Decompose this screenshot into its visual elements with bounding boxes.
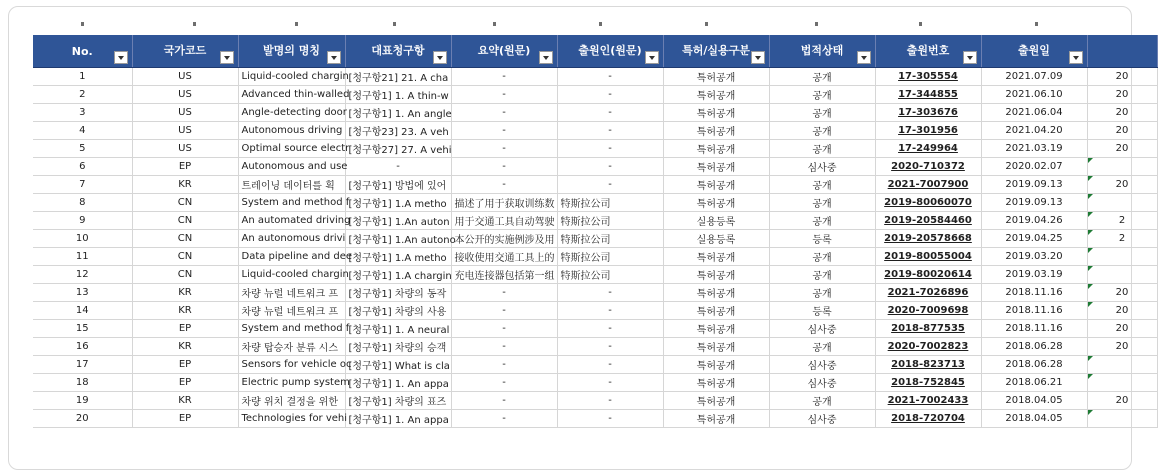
cell-country: KR	[132, 284, 238, 302]
table-row	[33, 158, 1157, 176]
cell-extra: 20	[1087, 320, 1157, 338]
cell-status: 공개	[769, 176, 875, 194]
filter-dropdown-icon[interactable]	[857, 51, 871, 64]
cell-no: 19	[33, 392, 132, 410]
column-header-label: 출원일	[1018, 44, 1050, 57]
cell-country: KR	[132, 338, 238, 356]
column-header-label: 출원번호	[906, 44, 950, 57]
cell-applicant: -	[557, 176, 663, 194]
cell-type: 특허공개	[663, 176, 769, 194]
cell-abstract: -	[451, 374, 557, 392]
comment-indicator-icon	[1088, 230, 1093, 235]
table-row	[33, 392, 1157, 410]
cell-extra	[1087, 410, 1157, 428]
cell-extra: 20	[1087, 392, 1157, 410]
table-row	[33, 86, 1157, 104]
cell-title: 차량 뉴럴 네트워크 프	[238, 284, 345, 302]
cell-status: 공개	[769, 284, 875, 302]
cell-no: 3	[33, 104, 132, 122]
table-row	[33, 230, 1157, 248]
cell-appdate: 2018.11.16	[981, 320, 1087, 338]
cell-extra: 20	[1087, 68, 1157, 86]
cell-status: 심사중	[769, 410, 875, 428]
cell-type: 특허공개	[663, 104, 769, 122]
cell-type: 실용등록	[663, 230, 769, 248]
cell-appdate: 2019.09.13	[981, 176, 1087, 194]
table-row	[33, 266, 1157, 284]
cell-no: 17	[33, 356, 132, 374]
cell-no: 11	[33, 248, 132, 266]
cell-country: EP	[132, 158, 238, 176]
cell-abstract: -	[451, 284, 557, 302]
cell-appno[interactable]: 2019-20578668	[875, 230, 981, 248]
cell-appno[interactable]: 17-303676	[875, 104, 981, 122]
cell-type: 특허공개	[663, 248, 769, 266]
cell-extra: 20	[1087, 140, 1157, 158]
cell-claim: [청구항1] 1.A chargin	[345, 266, 451, 284]
cell-abstract: -	[451, 320, 557, 338]
cell-applicant: 特斯拉公司	[557, 230, 663, 248]
cell-abstract: -	[451, 176, 557, 194]
filter-dropdown-icon[interactable]	[645, 51, 659, 64]
cell-abstract: -	[451, 158, 557, 176]
cell-abstract: -	[451, 122, 557, 140]
cell-claim: -	[345, 158, 451, 176]
filter-dropdown-icon[interactable]	[433, 51, 447, 64]
column-header-label: 특허/실용구분	[682, 44, 750, 57]
cell-no: 9	[33, 212, 132, 230]
cell-abstract: -	[451, 68, 557, 86]
table-row	[33, 122, 1157, 140]
cell-type: 특허공개	[663, 302, 769, 320]
table-row	[33, 410, 1157, 428]
cell-type: 특허공개	[663, 140, 769, 158]
cell-applicant: -	[557, 302, 663, 320]
cell-appno[interactable]: 17-344855	[875, 86, 981, 104]
table-row	[33, 284, 1157, 302]
cell-type: 특허공개	[663, 320, 769, 338]
column-header-extra[interactable]	[1087, 35, 1157, 68]
column-header-appdate[interactable]	[981, 35, 1087, 68]
cell-claim: [청구항1] 차량의 사용	[345, 302, 451, 320]
cell-title: Autonomous and use	[238, 158, 345, 176]
cell-type: 특허공개	[663, 158, 769, 176]
cell-title: Autonomous driving	[238, 122, 345, 140]
cell-extra	[1087, 374, 1157, 392]
comment-indicator-icon	[1088, 302, 1093, 307]
cell-appno[interactable]: 2019-20584460	[875, 212, 981, 230]
cell-abstract: 充电连接器包括第一组	[451, 266, 557, 284]
comment-indicator-icon	[1088, 266, 1093, 271]
filter-dropdown-icon[interactable]	[539, 51, 553, 64]
cell-no: 1	[33, 68, 132, 86]
cell-title: 차량 탑승자 분류 시스	[238, 338, 345, 356]
cell-country: KR	[132, 392, 238, 410]
cell-country: US	[132, 86, 238, 104]
cell-applicant: -	[557, 104, 663, 122]
cell-title: Liquid-cooled chargin	[238, 68, 345, 86]
filter-dropdown-icon[interactable]	[327, 51, 341, 64]
cell-appno[interactable]: 2018-877535	[875, 320, 981, 338]
cell-abstract: -	[451, 410, 557, 428]
cell-extra: 20	[1087, 86, 1157, 104]
cell-appno[interactable]: 2020-710372	[875, 158, 981, 176]
cell-abstract: -	[451, 356, 557, 374]
column-header-type[interactable]	[663, 35, 769, 68]
cell-extra	[1087, 248, 1157, 266]
column-header-appno[interactable]	[875, 35, 981, 68]
cell-appdate: 2021.06.10	[981, 86, 1087, 104]
cell-appno[interactable]: 2018-720704	[875, 410, 981, 428]
cell-applicant: -	[557, 410, 663, 428]
cell-type: 실용등록	[663, 212, 769, 230]
column-header-claim[interactable]	[345, 35, 451, 68]
cell-applicant: 特斯拉公司	[557, 266, 663, 284]
comment-indicator-icon	[1088, 356, 1093, 361]
cell-appdate: 2019.04.25	[981, 230, 1087, 248]
cell-appdate: 2021.07.09	[981, 68, 1087, 86]
cell-type: 특허공개	[663, 356, 769, 374]
cell-no: 10	[33, 230, 132, 248]
header-row	[33, 35, 1157, 68]
cell-abstract: -	[451, 104, 557, 122]
cell-no: 7	[33, 176, 132, 194]
cell-appno[interactable]: 2021-7002433	[875, 392, 981, 410]
cell-extra	[1087, 194, 1157, 212]
cell-title: 차량 위치 결정을 위한	[238, 392, 345, 410]
table-row	[33, 320, 1157, 338]
cell-abstract: -	[451, 140, 557, 158]
comment-indicator-icon	[1088, 374, 1093, 379]
cell-extra: 20	[1087, 302, 1157, 320]
cell-appno[interactable]: 2020-7009698	[875, 302, 981, 320]
cell-title: Sensors for vehicle oc	[238, 356, 345, 374]
cell-status: 등록	[769, 230, 875, 248]
cell-status: 공개	[769, 338, 875, 356]
cell-extra: 20	[1087, 176, 1157, 194]
cell-appdate: 2018.04.05	[981, 392, 1087, 410]
cell-country: KR	[132, 176, 238, 194]
cell-no: 5	[33, 140, 132, 158]
cell-status: 공개	[769, 194, 875, 212]
filter-dropdown-icon[interactable]	[114, 51, 128, 64]
cell-status: 공개	[769, 248, 875, 266]
cell-status: 심사중	[769, 158, 875, 176]
cell-abstract: -	[451, 392, 557, 410]
cell-country: CN	[132, 230, 238, 248]
cell-claim: [청구항1] 1. An angle	[345, 104, 451, 122]
cell-appno[interactable]: 2018-823713	[875, 356, 981, 374]
cell-title: Optimal source electr	[238, 140, 345, 158]
table-row	[33, 140, 1157, 158]
cell-appdate: 2019.09.13	[981, 194, 1087, 212]
filter-dropdown-icon[interactable]	[220, 51, 234, 64]
cell-applicant: -	[557, 122, 663, 140]
cell-abstract: -	[451, 338, 557, 356]
cell-status: 심사중	[769, 356, 875, 374]
comment-indicator-icon	[1088, 176, 1093, 181]
column-header-label: 법적상태	[800, 44, 844, 57]
cell-appno[interactable]: 2019-80020614	[875, 266, 981, 284]
table-row	[33, 248, 1157, 266]
cell-applicant: -	[557, 68, 663, 86]
cell-appdate: 2018.04.05	[981, 410, 1087, 428]
cell-type: 특허공개	[663, 284, 769, 302]
cell-country: US	[132, 140, 238, 158]
cell-title: An autonomous drivi	[238, 230, 345, 248]
cell-appdate: 2019.03.19	[981, 266, 1087, 284]
column-header-status[interactable]	[769, 35, 875, 68]
cell-applicant: 特斯拉公司	[557, 248, 663, 266]
cell-type: 특허공개	[663, 392, 769, 410]
cell-claim: [청구항1] 1. A neural	[345, 320, 451, 338]
table-body	[33, 68, 1157, 428]
cell-claim: [청구항1] 차량의 승객	[345, 338, 451, 356]
cell-appno[interactable]: 17-249964	[875, 140, 981, 158]
table-row	[33, 176, 1157, 194]
column-header-label: No.	[71, 44, 93, 58]
cell-applicant: -	[557, 356, 663, 374]
cell-title: Advanced thin-walled	[238, 86, 345, 104]
cell-type: 특허공개	[663, 338, 769, 356]
cell-applicant: -	[557, 374, 663, 392]
screenshot-frame	[8, 6, 1132, 470]
cell-country: EP	[132, 410, 238, 428]
comment-indicator-icon	[1088, 248, 1093, 253]
cell-status: 공개	[769, 68, 875, 86]
cell-extra: 2	[1087, 212, 1157, 230]
column-header-label: 국가코드	[163, 44, 207, 57]
comment-indicator-icon	[1088, 410, 1093, 415]
cell-appno[interactable]: 2021-7007900	[875, 176, 981, 194]
cell-appno[interactable]: 2019-80055004	[875, 248, 981, 266]
cell-applicant: -	[557, 392, 663, 410]
table-row	[33, 68, 1157, 86]
comment-indicator-icon	[1088, 212, 1093, 217]
cell-title: 트레이닝 데이터를 획	[238, 176, 345, 194]
cell-country: CN	[132, 248, 238, 266]
cell-applicant: -	[557, 158, 663, 176]
cell-claim: [청구항1] 1.A metho	[345, 194, 451, 212]
cell-no: 15	[33, 320, 132, 338]
cell-appdate: 2021.03.19	[981, 140, 1087, 158]
cell-claim: [청구항21] 21. A cha	[345, 68, 451, 86]
cell-applicant: -	[557, 338, 663, 356]
cell-type: 특허공개	[663, 374, 769, 392]
cell-extra: 20	[1087, 122, 1157, 140]
cell-title: Data pipeline and dee	[238, 248, 345, 266]
cell-appno[interactable]: 2018-752845	[875, 374, 981, 392]
cell-appno[interactable]: 2019-80060070	[875, 194, 981, 212]
cell-status: 공개	[769, 266, 875, 284]
cell-no: 8	[33, 194, 132, 212]
cell-no: 20	[33, 410, 132, 428]
column-header-title[interactable]	[238, 35, 345, 68]
column-header-label: 대표청구항	[371, 44, 425, 57]
cell-country: KR	[132, 302, 238, 320]
cell-title: System and method f	[238, 320, 345, 338]
spreadsheet-viewport	[33, 7, 1129, 469]
cell-no: 6	[33, 158, 132, 176]
cell-country: CN	[132, 194, 238, 212]
cell-type: 특허공개	[663, 122, 769, 140]
comment-indicator-icon	[1088, 158, 1093, 163]
cell-appdate: 2019.04.26	[981, 212, 1087, 230]
cell-applicant: -	[557, 320, 663, 338]
column-header-country[interactable]	[132, 35, 238, 68]
cell-title: An automated driving	[238, 212, 345, 230]
cell-claim: [청구항1] What is cla	[345, 356, 451, 374]
table-row	[33, 212, 1157, 230]
column-header-label: 발명의 명칭	[263, 44, 320, 57]
cell-abstract: 用于交通工具自动驾驶	[451, 212, 557, 230]
table-row	[33, 338, 1157, 356]
table-row	[33, 302, 1157, 320]
comment-indicator-icon	[1088, 284, 1093, 289]
cell-abstract: -	[451, 302, 557, 320]
cell-appdate: 2018.06.28	[981, 356, 1087, 374]
cell-no: 2	[33, 86, 132, 104]
cell-extra: 2	[1087, 230, 1157, 248]
cell-no: 16	[33, 338, 132, 356]
cell-extra: 20	[1087, 284, 1157, 302]
cell-claim: [청구항1] 차량의 표즈	[345, 392, 451, 410]
cell-appno[interactable]: 17-305554	[875, 68, 981, 86]
table-row	[33, 374, 1157, 392]
cell-appdate: 2021.06.04	[981, 104, 1087, 122]
cell-country: US	[132, 122, 238, 140]
cell-claim: [청구항1] 1. A thin-w	[345, 86, 451, 104]
cell-status: 공개	[769, 140, 875, 158]
cell-country: US	[132, 68, 238, 86]
cut-off-top-row	[33, 7, 1119, 35]
cell-title: Angle-detecting door	[238, 104, 345, 122]
cell-appdate: 2021.04.20	[981, 122, 1087, 140]
cell-no: 4	[33, 122, 132, 140]
cell-claim: [청구항1] 1.An auton	[345, 212, 451, 230]
cell-country: EP	[132, 320, 238, 338]
cell-country: EP	[132, 356, 238, 374]
cell-country: CN	[132, 212, 238, 230]
cell-appdate: 2019.03.20	[981, 248, 1087, 266]
cell-country: US	[132, 104, 238, 122]
patent-table	[33, 35, 1158, 428]
column-header-label: 출원인(원문)	[578, 44, 642, 57]
column-header-label: 요약(원문)	[477, 44, 531, 57]
cell-applicant: -	[557, 86, 663, 104]
cell-abstract: 描述了用于获取训练数	[451, 194, 557, 212]
cell-type: 특허공개	[663, 86, 769, 104]
cell-claim: [청구항1] 방법에 있어	[345, 176, 451, 194]
table-row	[33, 356, 1157, 374]
cell-title: Technologies for vehi	[238, 410, 345, 428]
cell-status: 공개	[769, 104, 875, 122]
cell-claim: [청구항1] 차량의 동작	[345, 284, 451, 302]
cell-applicant: -	[557, 284, 663, 302]
cell-abstract: -	[451, 86, 557, 104]
cell-type: 특허공개	[663, 410, 769, 428]
cell-type: 특허공개	[663, 266, 769, 284]
cell-extra: 20	[1087, 338, 1157, 356]
cell-appdate: 2018.06.21	[981, 374, 1087, 392]
cell-claim: [청구항27] 27. A vehi	[345, 140, 451, 158]
cell-appdate: 2020.02.07	[981, 158, 1087, 176]
cell-status: 공개	[769, 392, 875, 410]
cell-type: 특허공개	[663, 194, 769, 212]
cell-applicant: 特斯拉公司	[557, 194, 663, 212]
cell-status: 심사중	[769, 320, 875, 338]
cell-appno[interactable]: 17-301956	[875, 122, 981, 140]
cell-claim: [청구항23] 23. A veh	[345, 122, 451, 140]
cell-title: Liquid-cooled chargin	[238, 266, 345, 284]
cell-no: 12	[33, 266, 132, 284]
cell-no: 13	[33, 284, 132, 302]
table-row	[33, 104, 1157, 122]
cell-extra	[1087, 356, 1157, 374]
cell-no: 14	[33, 302, 132, 320]
cell-appdate: 2018.11.16	[981, 302, 1087, 320]
cell-extra	[1087, 266, 1157, 284]
cell-type: 특허공개	[663, 68, 769, 86]
cell-status: 심사중	[769, 374, 875, 392]
cell-status: 공개	[769, 86, 875, 104]
cell-extra	[1087, 158, 1157, 176]
cell-applicant: -	[557, 140, 663, 158]
cell-claim: [청구항1] 1. An appa	[345, 410, 451, 428]
filter-dropdown-icon[interactable]	[1069, 51, 1083, 64]
column-header-no[interactable]	[33, 35, 132, 68]
column-header-applicant[interactable]	[557, 35, 663, 68]
filter-dropdown-icon[interactable]	[963, 51, 977, 64]
cell-applicant: 特斯拉公司	[557, 212, 663, 230]
table-row	[33, 194, 1157, 212]
cell-appdate: 2018.11.16	[981, 284, 1087, 302]
cell-country: EP	[132, 374, 238, 392]
cell-appno[interactable]: 2021-7026896	[875, 284, 981, 302]
cell-title: System and method f	[238, 194, 345, 212]
filter-dropdown-icon[interactable]	[751, 51, 765, 64]
cell-claim: [청구항1] 1.A metho	[345, 248, 451, 266]
cell-title: Electric pump system	[238, 374, 345, 392]
cell-abstract: 本公开的实施例涉及用	[451, 230, 557, 248]
cell-extra: 20	[1087, 104, 1157, 122]
cell-claim: [청구항1] 1.An autono	[345, 230, 451, 248]
cell-no: 18	[33, 374, 132, 392]
cell-status: 공개	[769, 122, 875, 140]
cell-status: 공개	[769, 212, 875, 230]
cell-status: 등록	[769, 302, 875, 320]
comment-indicator-icon	[1088, 194, 1093, 199]
cell-title: 차량 뉴럴 네트워크 프	[238, 302, 345, 320]
cell-appno[interactable]: 2020-7002823	[875, 338, 981, 356]
cell-abstract: 接收使用交通工具上的	[451, 248, 557, 266]
cell-claim: [청구항1] 1. An appa	[345, 374, 451, 392]
column-header-abstract[interactable]	[451, 35, 557, 68]
cell-appdate: 2018.06.28	[981, 338, 1087, 356]
cell-country: CN	[132, 266, 238, 284]
